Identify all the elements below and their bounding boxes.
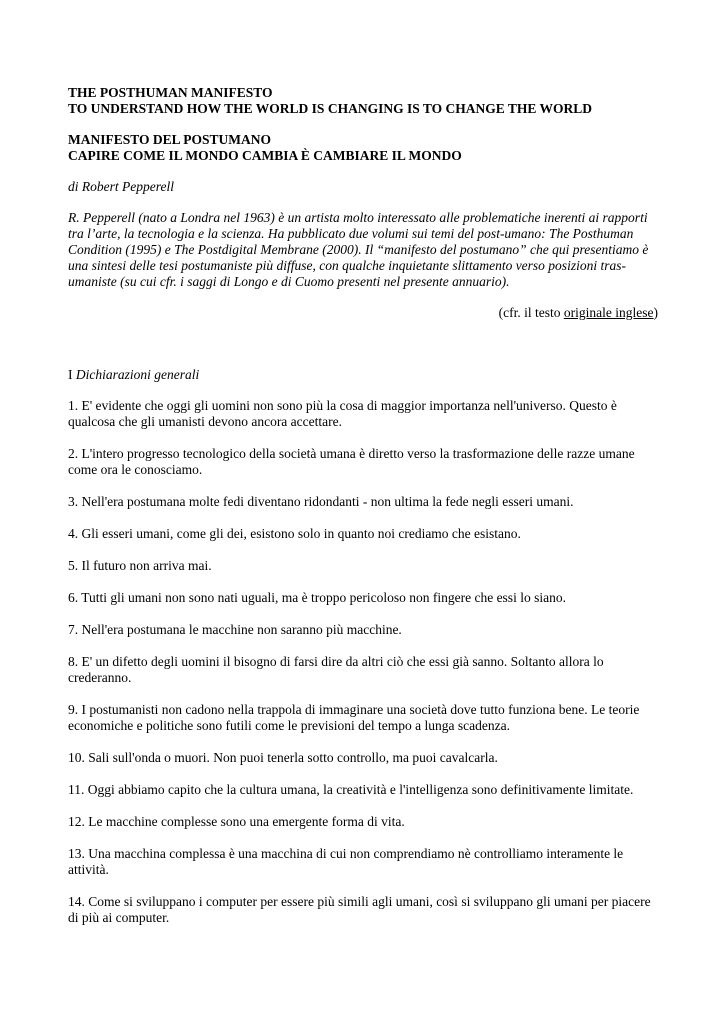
list-item: 4. Gli esseri umani, come gli dei, esistono solo in quanto noi crediamo che esistano. (68, 526, 521, 541)
section-title: Dichiarazioni generali (75, 367, 200, 382)
section-heading (68, 367, 658, 383)
reference-prefix: (cfr. il testo (498, 305, 564, 320)
document-page (68, 85, 658, 942)
italian-heading (68, 132, 658, 164)
list-item: 11. Oggi abbiamo capito che la cultura umana, la creatività e l'intelligenza sono definitivamente limitate. (68, 782, 634, 797)
list-item: 8. E' un difetto degli uomini il bisogno di farsi dire da altri ciò che essi già sanno. Soltanto allora lo crederanno. (68, 654, 604, 685)
list-item: 5. Il futuro non arriva mai. (68, 558, 212, 573)
list-item: 10. Sali sull'onda o muori. Non puoi tenerla sotto controllo, ma puoi cavalcarla. (68, 750, 498, 765)
original-english-link[interactable]: originale inglese (563, 305, 654, 320)
section-number: I (68, 367, 76, 382)
list-item: 12. Le macchine complesse sono una emergente forma di vita. (68, 814, 405, 829)
intro-paragraph: R. Pepperell (nato a Londra nel 1963) è un artista molto interessato alle problematiche inerenti ai rapporti tra l’arte, la tecnologia e la scienza. Ha pubblicato due volumi sui temi del post-umano: The Posthuman Condition (1995) e The Postdigital Membrane (2000). Il “manifesto del postumano” che qui presentiamo è una sintesi delle tesi postumaniste più diffuse, con qualche inquietante slittamento verso posizioni tras-umaniste (su cui cfr. i saggi di Longo e di Cuomo presenti nel presente annuario). (68, 210, 649, 289)
english-title: THE POSTHUMAN MANIFESTO (68, 85, 273, 100)
list-item: 13. Una macchina complessa è una macchina di cui non comprendiamo nè controlliamo interamente le attività. (68, 846, 624, 877)
english-heading (68, 85, 658, 117)
italian-subtitle: CAPIRE COME IL MONDO CAMBIA È CAMBIARE IL MONDO (68, 148, 462, 163)
list-item: 14. Come si sviluppano i computer per essere più simili agli umani, così si sviluppano gli umani per piacere di più ai computer. (68, 894, 651, 925)
list-item: 6. Tutti gli umani non sono nati uguali, ma è troppo pericoloso non fingere che essi lo siano. (68, 590, 566, 605)
reference-suffix: ) (653, 305, 658, 320)
list-item: 7. Nell'era postumana le macchine non saranno più macchine. (68, 622, 402, 637)
list-item: 3. Nell'era postumana molte fedi diventano ridondanti - non ultima la fede negli esseri umani. (68, 494, 574, 509)
list-item: 1. E' evidente che oggi gli uomini non sono più la cosa di maggior importanza nell'universo. Questo è qualcosa che gli umanisti devono ancora accettare. (68, 398, 617, 429)
italian-title: MANIFESTO DEL POSTUMANO (68, 132, 272, 147)
list-item: 9. I postumanisti non cadono nella trappola di immaginare una società dove tutto funziona bene. Le teorie economiche e politiche sono futili come le previsioni del tempo a lunga scadenza. (68, 702, 640, 733)
english-subtitle: TO UNDERSTAND HOW THE WORLD IS CHANGING IS TO CHANGE THE WORLD (68, 101, 593, 116)
author-line: di Robert Pepperell (68, 179, 174, 194)
reference-line (68, 305, 658, 321)
items-list (68, 398, 658, 926)
list-item: 2. L'intero progresso tecnologico della società umana è diretto verso la trasformazione delle razze umane come ora le conosciamo. (68, 446, 635, 477)
